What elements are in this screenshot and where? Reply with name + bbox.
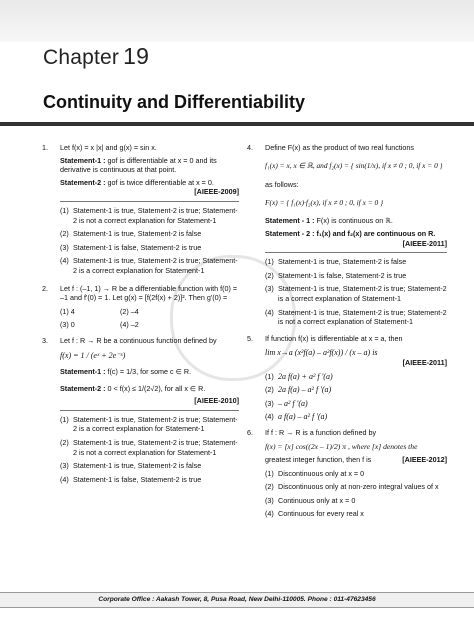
option-3: (3) – a² f '(a) [265, 398, 308, 408]
question-1 [42, 143, 239, 276]
option-3: (3) Statement-1 is false, Statement-2 is true [60, 242, 202, 252]
options-row [60, 320, 239, 330]
chapter-number: 19 [123, 43, 150, 69]
exam-tag: [AIEEE-2010] [194, 396, 239, 406]
option-3: (3) Statement-1 is true, Statement-2 is false [60, 461, 202, 471]
option-4: (4) Statement-1 is true, Statement-2 is true; Statement-2 is not a correct explanation of Statement-1 [265, 307, 447, 327]
option-1: (1) Statement-1 is true, Statement-2 is false [265, 257, 407, 267]
option-3: (3) 0 [60, 320, 75, 330]
equation-f1-f2: f₁(x) = x, x ∈ ℝ, and f₂(x) = { sin(1/x), if x ≠ 0 ; 0, if x = 0 } [265, 160, 443, 170]
statement-1: Statement - 1 : F(x) is continuous on ℝ. [265, 216, 393, 226]
option-1: (1) Statement-1 is true, Statement-2 is true; Statement-2 is a correct explanation for Statement-1 [60, 414, 238, 434]
option-2: (2) 2a f(a) – a² f '(a) [265, 385, 332, 395]
option-2: (2) Discontinuous only at non-zero integral values of x [265, 482, 439, 492]
option-1: (1) Statement-1 is true, Statement-2 is true; Statement-2 is not a correct explanation for Statement-1 [60, 205, 238, 225]
option-1: (1) 2a f(a) + a² f '(a) [265, 371, 333, 381]
option-4: (4) –2 [120, 320, 139, 330]
equation: f(x) = 1 / (eˣ + 2e⁻ˣ) [60, 350, 126, 360]
question-number: 4. [247, 143, 253, 152]
question-stem: If f : R → R is a function defined by [265, 427, 377, 437]
option-3: (3) Statement-1 is true, Statement-2 is true; Statement-2 is a correct explanation of Statement-1 [265, 284, 447, 303]
question-5 [247, 334, 447, 422]
question-stem: If function f(x) is differentiable at x = a, then [265, 333, 403, 343]
option-3: (3) Continuous only at x = 0 [265, 495, 356, 505]
option-1: (1) Discontinuous only at x = 0 [265, 468, 365, 478]
as-follows: as follows: [265, 180, 299, 190]
equation-F: F(x) = { f₁(x)·f₂(x), if x ≠ 0 ; 0, if x = 0 } [265, 197, 384, 207]
page-footer: Corporate Office : Aakash Tower, 8, Pusa Road, New Delhi-110005. Phone : 011-47623456 [0, 592, 474, 608]
question-2 [42, 284, 239, 330]
header-band [0, 0, 474, 42]
exam-tag: [AIEEE-2011] [402, 357, 447, 367]
option-4: (4) Continuous for every real x [265, 509, 364, 519]
statement-2: Statement-2 : gof is twice differentiable at x = 0. [60, 177, 214, 187]
option-2: (2) Statement-1 is true, Statement-2 is true; Statement-2 is not a correct explanation for Statement-1 [60, 438, 238, 457]
statement-2: Statement - 2 : f₁(x) and f₂(x) are continuous on R. [265, 228, 436, 238]
statement-1: Statement-1 : gof is differentiable at x = 0 and its derivative is continuous at that point. [60, 155, 217, 175]
question-number: 5. [247, 333, 253, 343]
option-1: (1) 4 [60, 306, 75, 316]
exam-tag: [AIEEE-2009] [194, 187, 239, 197]
divider [265, 252, 447, 253]
option-4: (4) Statement-1 is true, Statement-2 is true; Statement-2 is a correct explanation for Statement-1 [60, 256, 238, 275]
equation: lim x→a (x²f(a) – a²f(x)) / (x – a) is [265, 348, 378, 358]
right-column [247, 143, 447, 524]
question-stem: Let f : R → R be a continuous function defined by [60, 335, 217, 345]
title-rule [0, 122, 474, 126]
question-stem: Define F(x) as the product of two real functions [265, 143, 415, 152]
option-4: (4) Statement-1 is false, Statement-2 is true [60, 474, 202, 484]
statement-2: Statement-2 : 0 < f(x) ≤ 1/(2√2), for all x ∈ R. [60, 383, 206, 393]
option-2: (2) Statement-1 is true, Statement-2 is false [60, 229, 202, 239]
page-title: Continuity and Differentiability [43, 92, 306, 112]
question-number: 6. [247, 427, 253, 437]
question-stem: Let f : (–1, 1) → R be a differentiable function with f(0) = –1 and f'(0) = 1. Let g(x) = [f(2f(x) + 2)]². Then g'(0) = [60, 283, 238, 303]
question-number: 2. [42, 283, 48, 293]
question-4 [247, 143, 447, 327]
question-number: 3. [42, 335, 48, 345]
option-4: (4) a f(a) – a² f '(a) [265, 412, 328, 422]
options-row [60, 307, 239, 317]
left-column [42, 143, 239, 489]
option-2: (2) –4 [120, 306, 139, 316]
question-6 [247, 428, 447, 519]
option-2: (2) Statement-1 is false, Statement-2 is true [265, 270, 407, 280]
statement-1: Statement-1 : f(c) = 1/3, for some c ∈ R. [60, 367, 192, 377]
question-stem: Let f(x) = x |x| and g(x) = sin x. [60, 143, 157, 152]
divider [60, 410, 239, 411]
question-3 [42, 336, 239, 485]
chapter-label: Chapter [43, 46, 120, 69]
question-stem-2: greatest integer function, then f is [AIEEE-2012] [265, 455, 447, 465]
divider [60, 201, 239, 202]
question-number: 1. [42, 143, 48, 152]
equation: f(x) = [x] cos((2x – 1)/2) π , where [x] denotes the [265, 442, 418, 452]
chapter-heading [43, 43, 149, 70]
exam-tag: [AIEEE-2011] [402, 238, 447, 248]
